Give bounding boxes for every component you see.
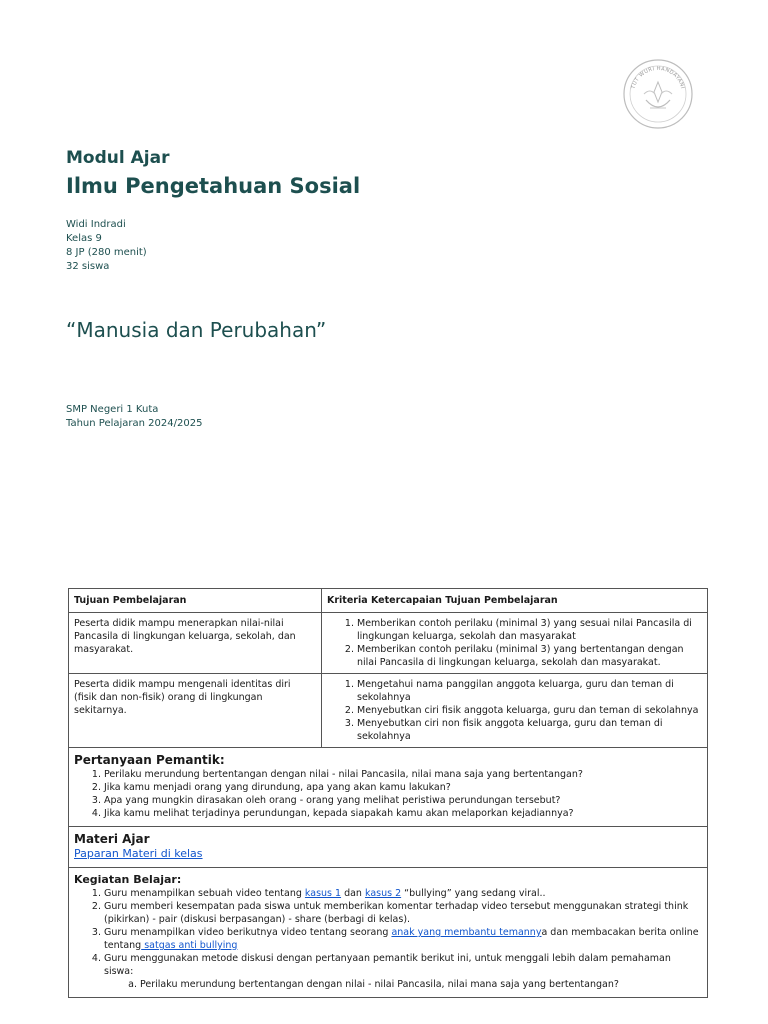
list-item: 3. Apa yang mungkin dirasakan oleh orang - orang yang melihat peristiwa perundungan tersebut? xyxy=(104,794,702,807)
case-2-link[interactable]: kasus 2 xyxy=(364,888,402,899)
materials-section xyxy=(69,827,708,868)
school-name: SMP Negeri 1 Kuta xyxy=(66,404,159,415)
anti-bullying-task-force-link[interactable]: satgas anti bullying xyxy=(141,940,238,951)
list-item: 2. Memberikan contoh perilaku (minimal 3) yang bertentangan dengan nilai Pancasila di lingkungan keluarga, sekolah dan masyarakat. xyxy=(357,643,702,669)
activity-text: Guru menampilkan video berikutnya video tentang seorang xyxy=(104,927,392,938)
questions-list xyxy=(74,768,702,820)
activity-text: a dan membacakan berita online tentang xyxy=(104,927,699,951)
list-item: 2. Jika kamu menjadi orang yang dirundung, apa yang akan kamu lakukan? xyxy=(104,781,702,794)
table-row xyxy=(69,674,708,748)
helping-friend-video-link[interactable]: anak yang membantu temanny xyxy=(391,927,542,938)
activities-list xyxy=(74,887,702,991)
criteria-cell xyxy=(322,613,708,674)
topic-title: “Manusia dan Perubahan” xyxy=(66,318,327,342)
activities-title: Kegiatan Belajar: xyxy=(74,873,182,886)
questions-row xyxy=(69,748,708,827)
activity-text: Guru menggunakan metode diskusi dengan pertanyaan pemantik berikut ini, untuk menggali lebih dalam pemahaman siswa: xyxy=(104,953,671,977)
lesson-plan-content xyxy=(68,588,708,1024)
subject-title: Ilmu Pengetahuan Sosial xyxy=(66,174,361,198)
criteria-list xyxy=(327,678,702,743)
objective-cell: Peserta didik mampu menerapkan nilai-nilai Pancasila di lingkungan keluarga, sekolah, dan masyarakat. xyxy=(69,613,322,674)
questions-section xyxy=(69,748,708,827)
table-row xyxy=(69,613,708,674)
tut-wuri-handayani-logo xyxy=(622,58,694,130)
header-achievement-criteria: Kriteria Ketercapaian Tujuan Pembelajaran xyxy=(322,589,708,613)
list-item: 2. Guru memberi kesempatan pada siswa untuk memberikan komentar terhadap video tersebut menggunakan strategi think (pikirkan) - pair (diskusi berpasangan) - share (berbagi di kelas). xyxy=(104,900,702,926)
module-label: Modul Ajar xyxy=(66,148,170,168)
list-item: 1. Mengetahui nama panggilan anggota keluarga, guru dan teman di sekolahnya xyxy=(357,678,702,704)
discussion-sub-list xyxy=(104,978,702,991)
list-item: 1. Memberikan contoh perilaku (minimal 3) yang sesuai nilai Pancasila di lingkungan keluarga, sekolah dan masyarakat xyxy=(357,617,702,643)
materials-link[interactable]: Paparan Materi di kelas xyxy=(74,847,203,860)
list-item: a. Perilaku merundung bertentangan dengan nilai - nilai Pancasila, nilai mana saja yang bertentangan? xyxy=(140,978,702,991)
academic-year: Tahun Pelajaran 2024/2025 xyxy=(66,418,203,429)
criteria-list xyxy=(327,617,702,669)
objective-cell: Peserta didik mampu mengenali identitas diri (fisik dan non-fisik) orang di lingkungan sekitarnya. xyxy=(69,674,322,748)
activity-text: dan xyxy=(341,888,365,899)
table-header-row xyxy=(69,589,708,613)
list-item: 4. Jika kamu melihat terjadinya perundungan, kepada siapakah kamu akan melaporkan kejadiannya? xyxy=(104,807,702,820)
author-name: Widi Indradi xyxy=(66,219,126,230)
list-item: 1. Perilaku merundung bertentangan dengan nilai - nilai Pancasila, nilai mana saja yang bertentangan? xyxy=(104,768,702,781)
activity-text: “bullying” yang sedang viral.. xyxy=(401,888,546,899)
list-item: 2. Menyebutkan ciri fisik anggota keluarga, guru dan teman di sekolahnya xyxy=(357,704,702,717)
case-1-link[interactable]: kasus 1 xyxy=(304,888,342,899)
criteria-cell xyxy=(322,674,708,748)
list-item xyxy=(104,952,702,991)
student-count: 32 siswa xyxy=(66,261,110,272)
grade-level: Kelas 9 xyxy=(66,233,102,244)
activities-section xyxy=(69,868,708,998)
tut-wuri-handayani-emblem-icon xyxy=(622,58,694,130)
materials-title: Materi Ajar xyxy=(74,832,150,846)
module-meta xyxy=(66,218,147,274)
list-item xyxy=(104,887,702,900)
school-info xyxy=(66,403,202,431)
activities-row xyxy=(69,868,708,998)
header-learning-objectives: Tujuan Pembelajaran xyxy=(69,589,322,613)
materials-row xyxy=(69,827,708,868)
list-item xyxy=(104,926,702,952)
questions-title: Pertanyaan Pemantik: xyxy=(74,753,225,767)
learning-objectives-table xyxy=(68,588,708,998)
list-item: 3. Menyebutkan ciri non fisik anggota keluarga, guru dan teman di sekolahnya xyxy=(357,717,702,743)
lesson-duration: 8 JP (280 menit) xyxy=(66,247,147,258)
activity-text: Guru menampilkan sebuah video tentang xyxy=(104,888,305,899)
svg-text:TUT WURI HANDAYANI: TUT WURI HANDAYANI xyxy=(630,65,686,90)
